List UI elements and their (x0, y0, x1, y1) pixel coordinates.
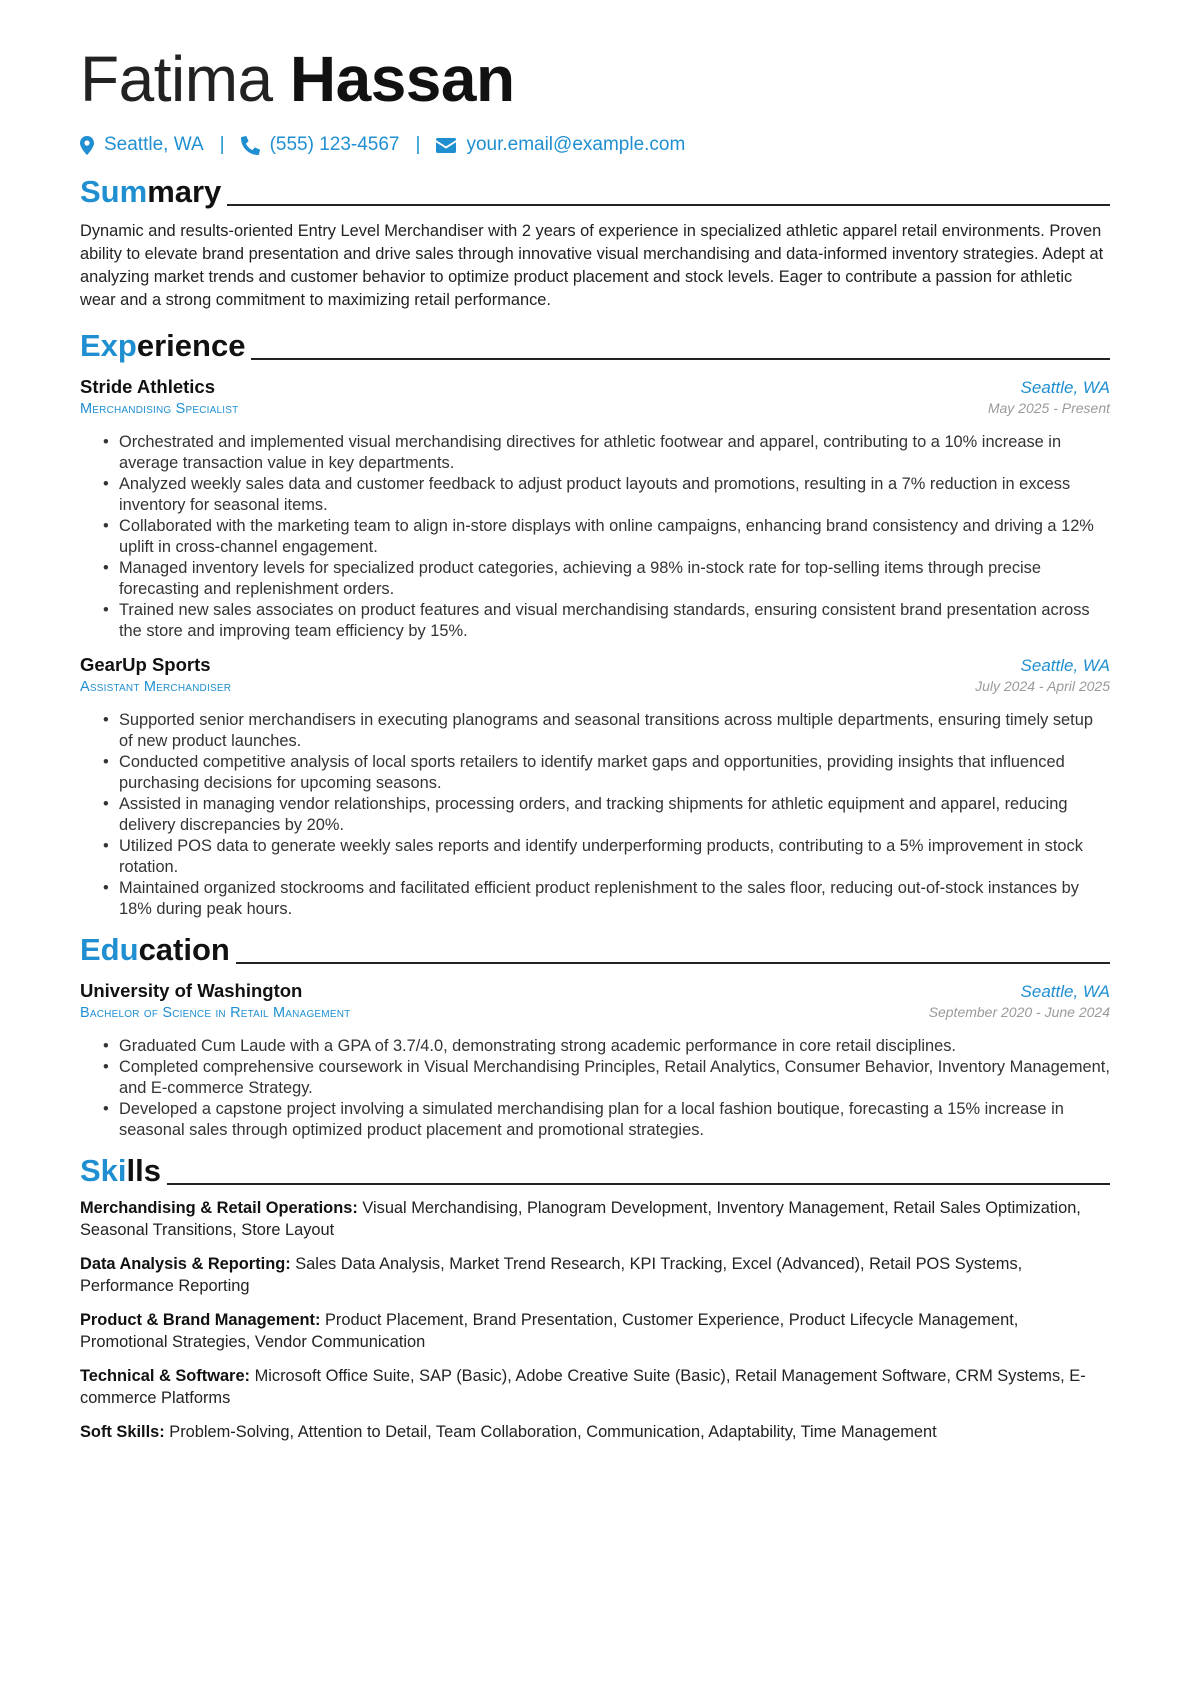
last-name: Hassan (289, 43, 515, 115)
first-name: Fatima (80, 43, 273, 115)
experience-entry (80, 376, 1110, 642)
candidate-name (80, 40, 1110, 118)
skill-row (80, 1309, 1110, 1353)
skill-values: Problem-Solving, Attention to Detail, Team Collaboration, Communication, Adaptability, Time Management (169, 1423, 937, 1441)
skill-row (80, 1365, 1110, 1409)
contact-separator: | (415, 134, 421, 155)
job-title: Merchandising Specialist (80, 401, 239, 417)
education-list (80, 1036, 1110, 1141)
achievement-list (80, 710, 1110, 920)
job-dates: July 2024 - April 2025 (975, 678, 1110, 694)
education-entry (80, 980, 1110, 1141)
list-item: • Supported senior merchandisers in executing planograms and seasonal transitions across multiple departments, ensuring timely setup of new product launches. (103, 710, 1110, 752)
map-pin-icon (80, 136, 94, 155)
list-item: • Maintained organized stockrooms and facilitated efficient product replenishment to the sales floor, reducing out-of-stock instances by 18% during peak hours. (103, 878, 1110, 920)
company-name: Stride Athletics (80, 376, 216, 397)
education-heading (80, 932, 1110, 966)
job-title: Assistant Merchandiser (80, 679, 232, 695)
email-link[interactable]: your.email@example.com (466, 134, 686, 155)
contact-line (80, 130, 1110, 160)
skills-title: Skills (80, 1153, 161, 1188)
phone-icon (241, 136, 260, 155)
contact-email[interactable] (436, 134, 685, 156)
skill-row (80, 1197, 1110, 1241)
skill-row (80, 1253, 1110, 1297)
list-item: • Orchestrated and implemented visual merchandising directives for athletic footwear and apparel, contributing to a 10% increase in average transaction value in key departments. (103, 432, 1110, 474)
skill-category: Data Analysis & Reporting: (80, 1255, 291, 1273)
list-item: • Conducted competitive analysis of local sports retailers to identify market gaps and opportunities, providing insights that influenced purchasing decisions for upcoming seasons. (103, 752, 1110, 794)
skill-values: Product Placement, Brand Presentation, Customer Experience, Product Lifecycle Management, Promotional Strategies, Vendor Communication (80, 1311, 1019, 1351)
list-item: • Collaborated with the marketing team to align in-store displays with online campaigns, enhancing brand consistency and driving a 12% uplift in cross-channel engagement. (103, 516, 1110, 558)
list-item: • Developed a capstone project involving a simulated merchandising plan for a local fashion boutique, forecasting a 15% increase in seasonal sales through optimized product placement and promotional strategies. (103, 1099, 1110, 1141)
degree-title: Bachelor of Science in Retail Management (80, 1005, 351, 1021)
job-dates: May 2025 - Present (987, 400, 1110, 416)
skill-values: Sales Data Analysis, Market Trend Research, KPI Tracking, Excel (Advanced), Retail POS Systems, Performance Reporting (80, 1255, 1023, 1295)
achievement-list (80, 432, 1110, 642)
list-item: • Trained new sales associates on product features and visual merchandising standards, ensuring consistent brand presentation across the store and improving team efficiency by 15%. (103, 600, 1110, 642)
section-rule (251, 358, 1110, 360)
phone-text[interactable]: (555) 123-4567 (269, 134, 400, 155)
location-text: Seattle, WA (104, 134, 204, 155)
skill-category: Technical & Software: (80, 1367, 251, 1385)
skill-row (80, 1421, 1110, 1443)
summary-text: Dynamic and results-oriented Entry Level Merchandiser with 2 years of experience in specialized athletic apparel retail environments. Proven ability to elevate brand presentation and drive sales through innovative visual merchandising and data-informed inventory strategies. Adept at analyzing market trends and customer behavior to optimize product placement and stock levels. Eager to contribute a passion for athletic wear and a strong commitment to maximizing retail performance. (80, 222, 1104, 309)
skill-values: Microsoft Office Suite, SAP (Basic), Adobe Creative Suite (Basic), Retail Management Software, CRM Systems, E-commerce Platforms (80, 1367, 1086, 1407)
school-name: University of Washington (80, 980, 303, 1001)
list-item: • Assisted in managing vendor relationships, processing orders, and tracking shipments for athletic equipment and apparel, reducing delivery discrepancies by 20%. (103, 794, 1110, 836)
skill-category: Merchandising & Retail Operations: (80, 1199, 358, 1217)
experience-heading (80, 328, 1110, 362)
list-item: • Analyzed weekly sales data and customer feedback to adjust product layouts and promotions, resulting in a 7% reduction in excess inventory for seasonal items. (103, 474, 1110, 516)
skill-category: Product & Brand Management: (80, 1311, 321, 1329)
experience-title: Experience (80, 328, 246, 363)
education-title: Education (80, 932, 230, 967)
envelope-icon (436, 138, 456, 153)
skills-heading (80, 1153, 1110, 1187)
section-rule (227, 204, 1110, 206)
list-item: • Managed inventory levels for specialized product categories, achieving a 98% in-stock rate for top-selling items through precise forecasting and replenishment orders. (103, 558, 1110, 600)
experience-entry (80, 654, 1110, 920)
list-item: • Completed comprehensive coursework in Visual Merchandising Principles, Retail Analytics, Consumer Behavior, Inventory Management, and E-commerce Strategy. (103, 1057, 1110, 1099)
skill-values: Visual Merchandising, Planogram Development, Inventory Management, Retail Sales Optimization, Seasonal Transitions, Store Layout (80, 1199, 1081, 1239)
summary-heading (80, 174, 1110, 208)
list-item: • Utilized POS data to generate weekly sales reports and identify underperforming products, contributing to a 5% improvement in stock rotation. (103, 836, 1110, 878)
contact-phone[interactable] (241, 134, 400, 156)
section-rule (167, 1183, 1110, 1185)
contact-separator: | (219, 134, 225, 155)
job-location: Seattle, WA (1020, 656, 1110, 675)
contact-location (80, 134, 204, 156)
job-location: Seattle, WA (1020, 378, 1110, 397)
school-location: Seattle, WA (1020, 982, 1110, 1001)
skills-list (80, 1197, 1110, 1443)
list-item: • Graduated Cum Laude with a GPA of 3.7/4.0, demonstrating strong academic performance in core retail disciplines. (103, 1036, 1110, 1057)
company-name: GearUp Sports (80, 654, 211, 675)
section-rule (236, 962, 1110, 964)
skill-category: Soft Skills: (80, 1423, 165, 1441)
education-dates: September 2020 - June 2024 (928, 1004, 1110, 1020)
summary-title: Summary (80, 174, 222, 209)
